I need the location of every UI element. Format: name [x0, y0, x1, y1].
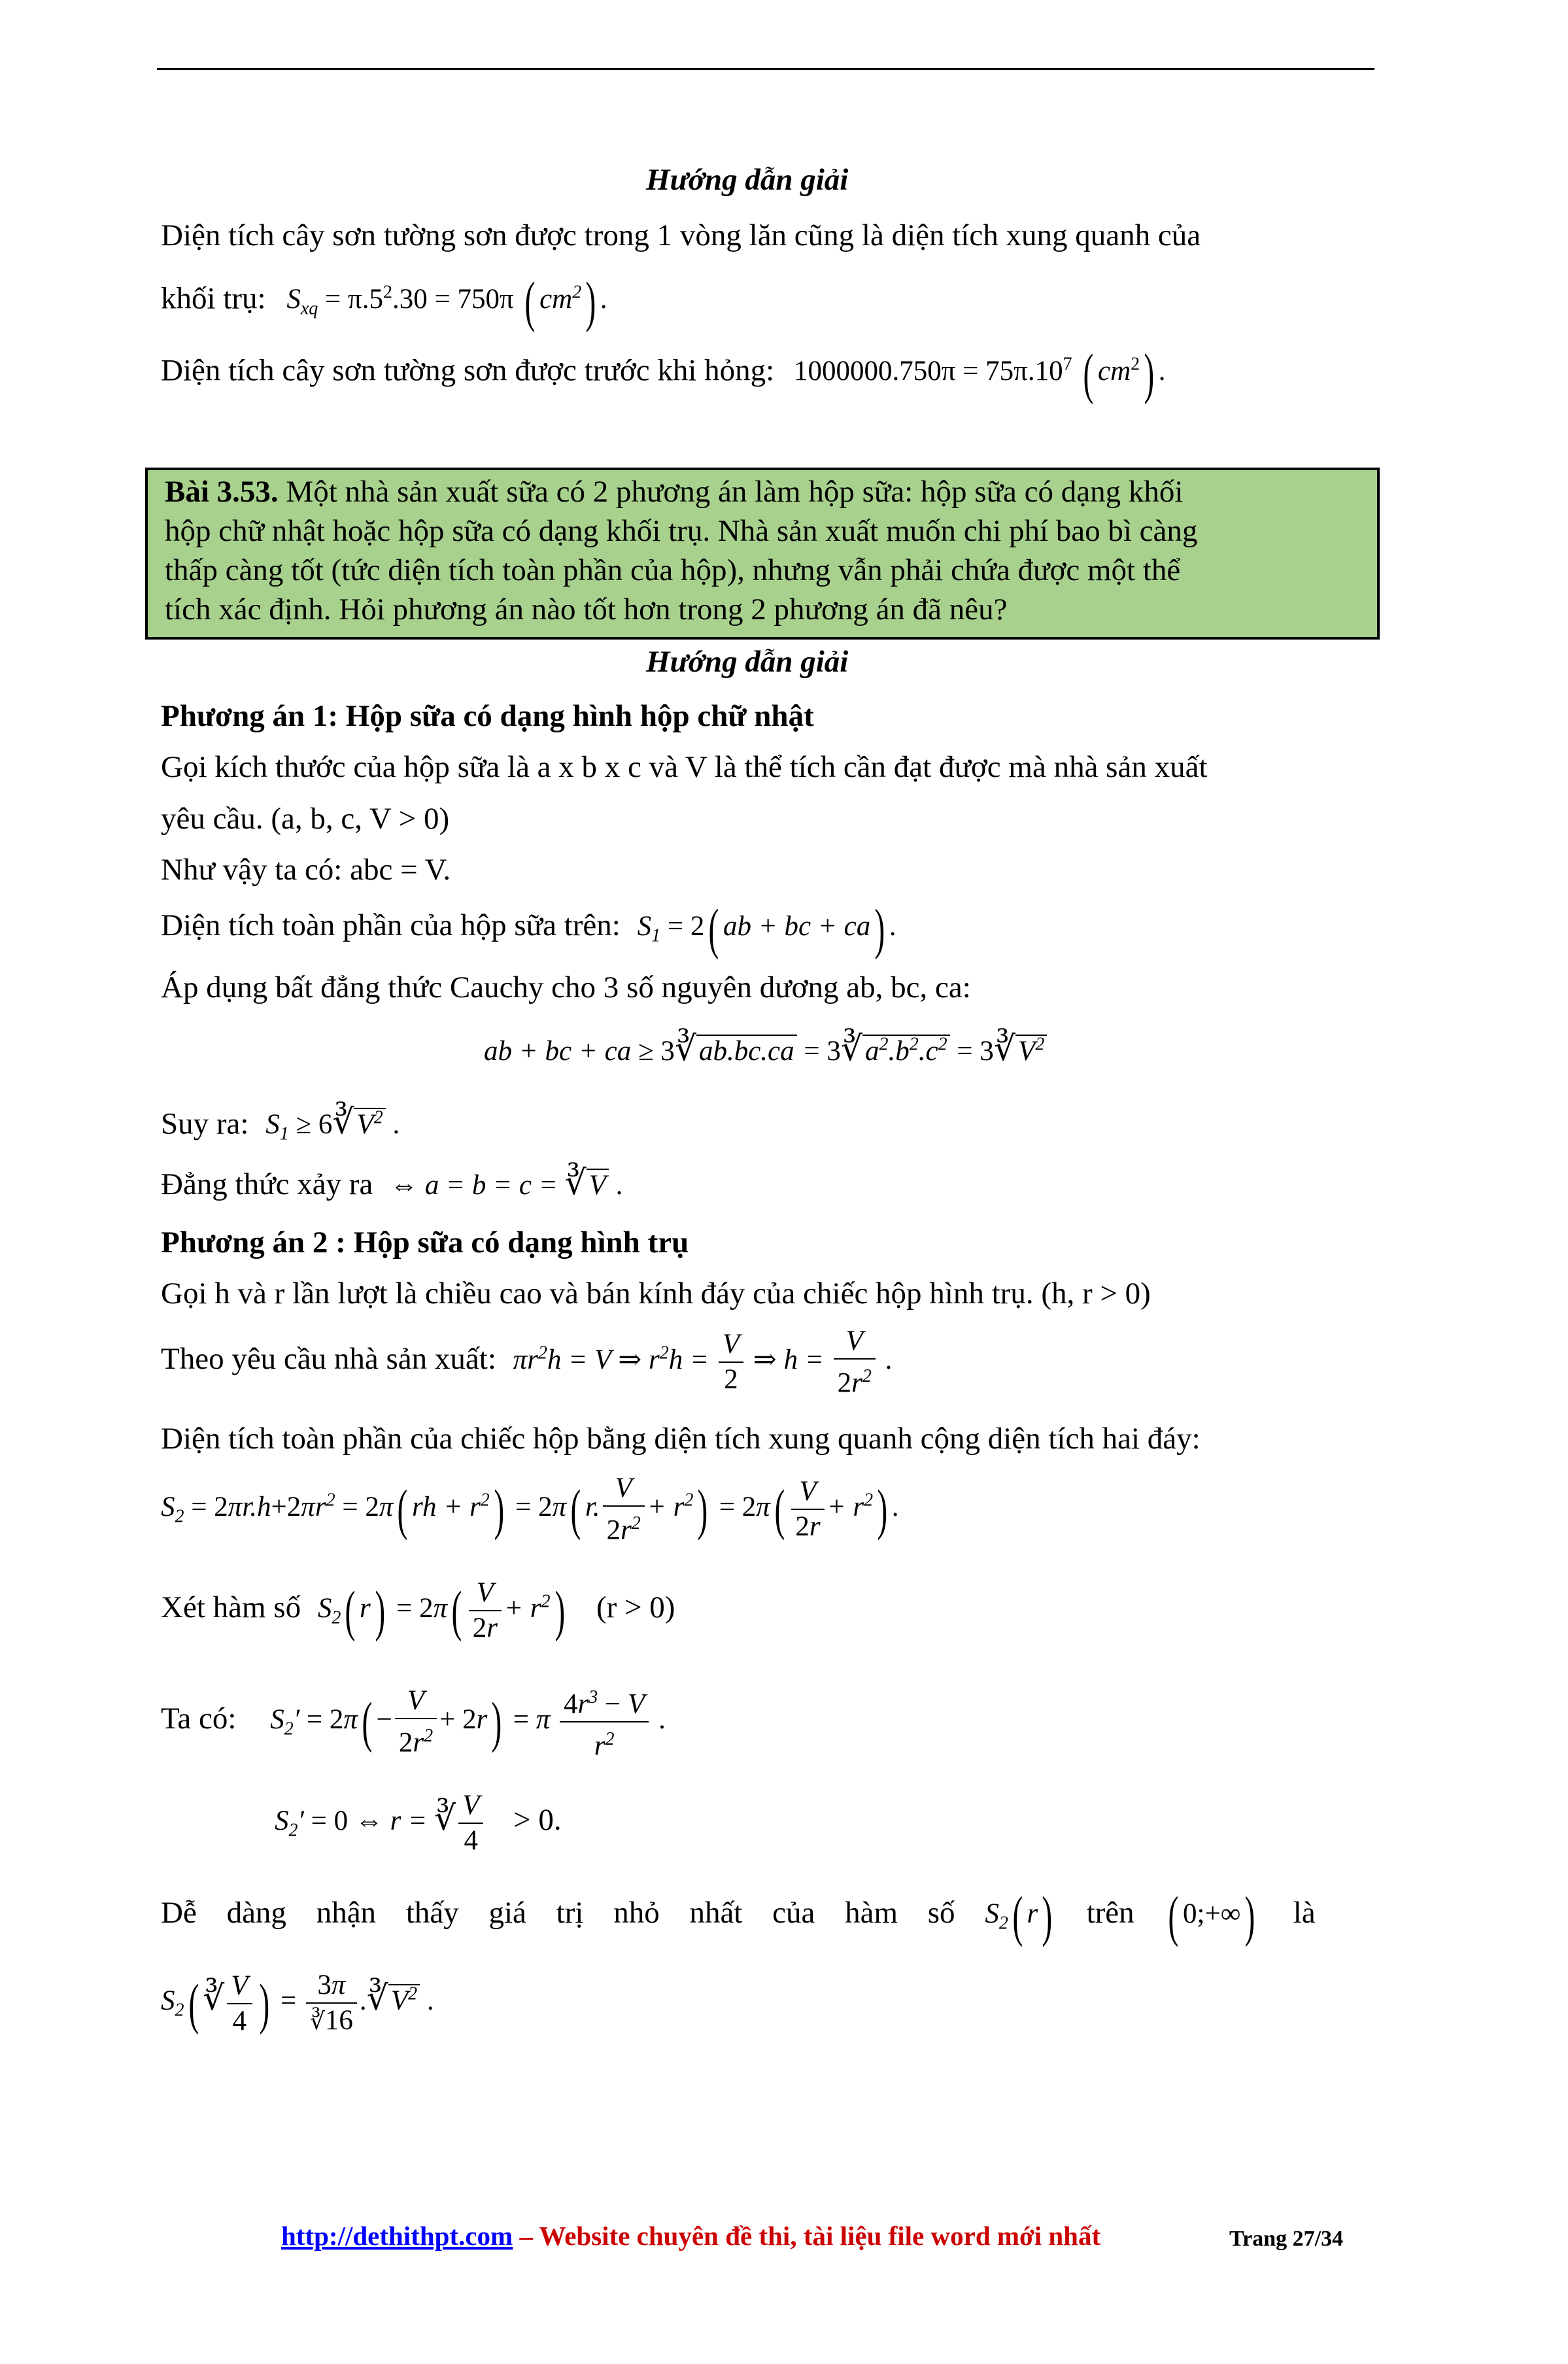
option1-line-4-text: Diện tích toàn phần của hộp sữa trên:	[161, 908, 621, 942]
option1-line-2: yêu cầu. (a, b, c, V > 0)	[161, 802, 450, 836]
option2-line-4-text: Xét hàm số	[161, 1590, 301, 1624]
option1-line-4	[161, 897, 896, 961]
intro-line-3-text: Diện tích cây sơn tường sơn được trước khi hỏng:	[161, 353, 775, 388]
option1-line-6-text: Suy ra:	[161, 1106, 249, 1141]
option1-line-3: Như vậy ta có: abc = V.	[161, 853, 451, 887]
option2-line-2	[161, 1324, 892, 1400]
word: hàm	[845, 1896, 898, 1930]
option2-line-1: Gọi h và r lần lượt là chiều cao và bán kính đáy của chiếc hộp hình trụ. (h, r > 0)	[161, 1276, 1151, 1310]
option2-line-5	[161, 1681, 666, 1764]
problem-line-1	[165, 472, 1183, 511]
formula-derivative: $S_2' = 2\pi$( − $\frac{V}{2r^2}$ + 2r) = π $\frac{4r^3 - V}{r^2}$ .	[270, 1704, 666, 1735]
intro-line-2	[161, 270, 607, 334]
word: giá	[488, 1896, 526, 1930]
formula-total-area: $1000000.750\pi = 75\pi.10^7$ ( $cm^2$) .	[793, 342, 1166, 405]
problem-line-4: tích xác định. Hỏi phương án nào tốt hơn trong 2 phương án đã nêu?	[165, 592, 1008, 626]
solution-heading: Hướng dẫn giải	[646, 163, 849, 197]
footer-tagline: – Website chuyên đề thi, tài liệu file word mới nhất	[513, 2221, 1101, 2251]
word: Dễ	[161, 1896, 197, 1930]
word: trên	[1086, 1896, 1134, 1930]
formula-lateral-area: $S_{xq} = \pi.5^2.30 = 750\pi$ ( $cm^2$) .	[286, 270, 607, 334]
intro-line-3	[161, 342, 1166, 405]
formula-s1-min: $S_1$ ≥ $6∛V^2$ .	[265, 1104, 400, 1144]
option2-line-4	[161, 1576, 675, 1645]
option2-line-6	[275, 1789, 562, 1858]
formula-s2r: $S_2$( r)	[985, 1885, 1053, 1948]
option1-line-1: Gọi kích thước của hộp sữa là a x b x c và V là thể tích cần đạt được mà nhà sản xuất	[161, 750, 1208, 784]
footer	[281, 2220, 1100, 2252]
formula-s2: $S_2 = 2\pi r.h+2\pi r^2 = 2\pi$( rh + $r^2) = 2\pi$( r. $\frac{V}{2r^2}$ + $r^2) = 2\pi$( $\frac{V}{2r}$ + $r^2$) .	[161, 1473, 899, 1546]
formula-interval: ( 0;+∞)	[1168, 1885, 1255, 1948]
option2-line-7	[161, 1885, 1316, 1948]
intro-line-1: Diện tích cây sơn tường sơn được trong 1 vòng lăn cũng là diện tích xung quanh của	[161, 218, 1201, 252]
footer-link[interactable]: http://dethithpt.com	[281, 2221, 513, 2251]
formula-s2-function: $S_2$( r) = 2π( $\frac{V}{2r}$ + $r^2$)	[317, 1577, 565, 1643]
word: là	[1293, 1896, 1316, 1930]
option2-condition: (r > 0)	[596, 1590, 675, 1624]
option1-line-6	[161, 1099, 400, 1154]
intro-line-2-text: khối trụ:	[161, 281, 266, 316]
word: dàng	[226, 1896, 286, 1930]
word: nhỏ	[613, 1896, 660, 1930]
solution-heading-2: Hướng dẫn giải	[646, 645, 849, 679]
top-rule	[157, 68, 1374, 70]
option2-line-5-text: Ta có:	[161, 1702, 237, 1736]
formula-minimum: $S_2$( ∛ $\frac{V}{4}$ ) = $\frac{3\pi}{∛16}$ $.∛V^2$ .	[161, 1970, 434, 2036]
problem-line-2: hộp chữ nhật hoặc hộp sữa có dạng khối trụ. Nhà sản xuất muốn chi phí bao bì càng	[165, 514, 1198, 548]
option1-line-5: Áp dụng bất đẳng thức Cauchy cho 3 số nguyên dương ab, bc, ca:	[161, 970, 971, 1004]
option2-line-6-tail: > 0.	[513, 1802, 562, 1837]
word: trị	[556, 1896, 584, 1930]
word: nhận	[316, 1896, 377, 1930]
word: của	[772, 1896, 815, 1930]
problem-text-1: Một nhà sản xuất sữa có 2 phương án làm hộp sữa: hộp sữa có dạng khối	[286, 475, 1184, 509]
word: nhất	[689, 1896, 743, 1930]
option2-title: Phương án 2 : Hộp sữa có dạng hình trụ	[161, 1225, 689, 1259]
formula-s1: $S_1 = 2$( ab + bc + ca) .	[637, 897, 896, 961]
option2-line-3: Diện tích toàn phần của chiếc hộp bằng diện tích xung quanh cộng diện tích hai đáy:	[161, 1422, 1201, 1456]
word: số	[927, 1896, 955, 1930]
option1-line-7-text: Đẳng thức xảy ra	[161, 1167, 373, 1201]
problem-label: Bài 3.53.	[165, 475, 279, 509]
formula-equality: ⇔ a = b = c = ∛V .	[390, 1165, 623, 1202]
word: thấy	[405, 1896, 459, 1930]
formula-critical-point: $S_2' = 0$ ⇔ r = ∛ $\frac{V}{4}$	[275, 1806, 486, 1836]
page-number: Trang 27/34	[1229, 2227, 1344, 2251]
formula-volume: $\pi r^2h = V$ ⇒ $r^2h$ = $\frac{V}{2}$ ⇒ h = $\frac{V}{2r^2}$ .	[513, 1326, 893, 1399]
formula-cauchy: ab + bc + ca ≥ 3∛ab.bc.ca = $3∛a^2.b^2.c^2$ = $3∛V^2$	[484, 1025, 1047, 1071]
option2-line-2-text: Theo yêu cầu nhà sản xuất:	[161, 1342, 496, 1377]
problem-line-3: thấp càng tốt (tức diện tích toàn phần của hộp), nhưng vẫn phải chứa được một thể	[165, 553, 1181, 587]
option1-line-7	[161, 1164, 622, 1205]
option1-title: Phương án 1: Hộp sữa có dạng hình hộp chữ nhật	[161, 699, 814, 733]
